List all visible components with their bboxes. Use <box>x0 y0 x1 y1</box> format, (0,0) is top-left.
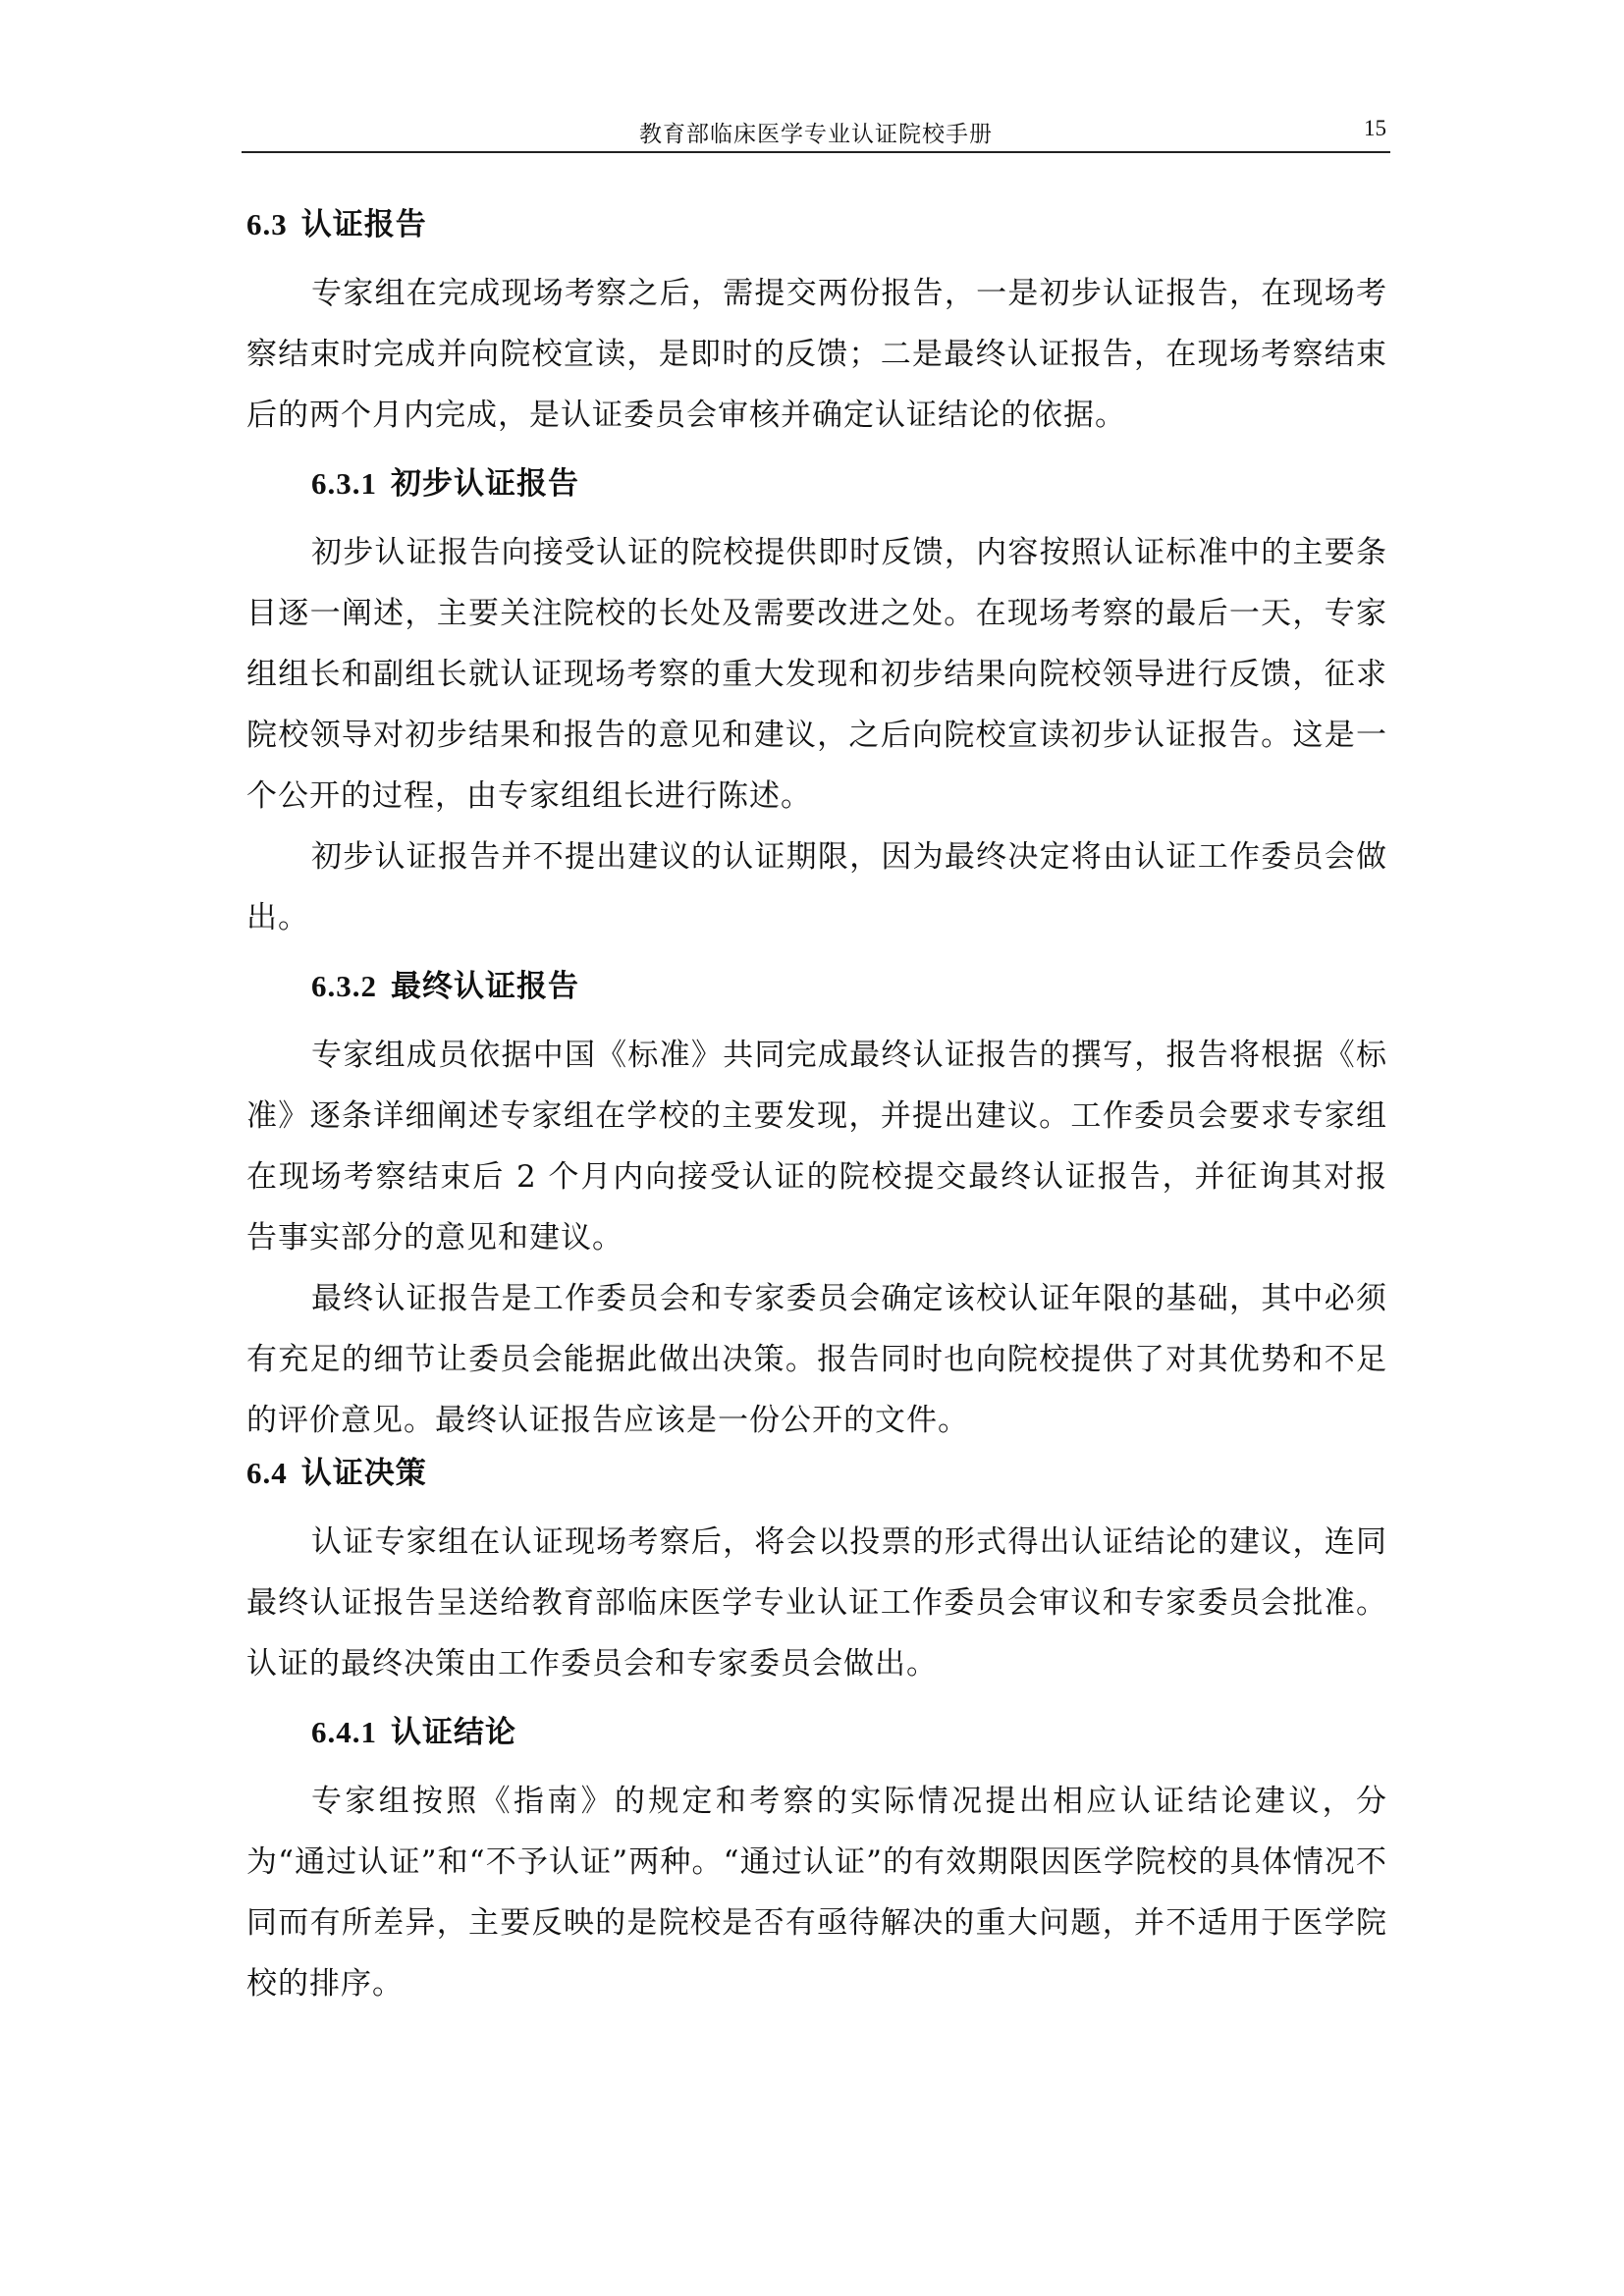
section-heading-6-4-1 <box>311 1710 1387 1755</box>
paragraph: 初步认证报告向接受认证的院校提供即时反馈，内容按照认证标准中的主要条目逐一阐述，主要关注院校的长处及需要改进之处。在现场考察的最后一天，专家组组长和副组长就认证现场考察的重大发现和初步结果向院校领导进行反馈，征求院校领导对初步结果和报告的意见和建议，之后向院校宣读初步认证报告。这是一个公开的过程，由专家组组长进行陈述。 <box>246 535 1387 814</box>
section-title: 认证报告 <box>300 207 427 242</box>
page-number: 15 <box>1364 116 1386 140</box>
paragraph: 最终认证报告是工作委员会和专家委员会确定该校认证年限的基础，其中必须有充足的细节让委员会能据此做出决策。报告同时也向院校提供了对其优势和不足的评价意见。最终认证报告应该是一份公开的文件。 <box>246 1281 1387 1438</box>
section-number: 6.4 <box>246 1456 288 1490</box>
section-heading-6-3-1 <box>311 461 1387 507</box>
section-title: 最终认证报告 <box>391 969 579 1004</box>
section-heading-6-3 <box>246 202 1387 247</box>
header-title: 教育部临床医学专业认证院校手册 <box>639 122 993 147</box>
section-number: 6.4.1 <box>311 1715 377 1749</box>
paragraph: 专家组在完成现场考察之后，需提交两份报告，一是初步认证报告，在现场考察结束时完成并向院校宣读，是即时的反馈；二是最终认证报告，在现场考察结束后的两个月内完成，是认证委员会审核并确定认证结论的依据。 <box>246 276 1387 433</box>
page-header <box>242 110 1390 153</box>
section-heading-6-3-2 <box>311 964 1387 1009</box>
paragraph: 认证专家组在认证现场考察后，将会以投票的形式得出认证结论的建议，连同最终认证报告呈送给教育部临床医学专业认证工作委员会审议和专家委员会批准。认证的最终决策由工作委员会和专家委员会做出。 <box>246 1524 1387 1682</box>
section-number: 6.3 <box>246 207 288 241</box>
section-number: 6.3.1 <box>311 466 377 501</box>
document-body <box>246 202 1387 2014</box>
section-heading-6-4 <box>246 1451 1387 1496</box>
paragraph: 初步认证报告并不提出建议的认证期限，因为最终决定将由认证工作委员会做出。 <box>246 839 1387 935</box>
section-title: 初步认证报告 <box>391 466 579 502</box>
section-number: 6.3.2 <box>311 969 377 1003</box>
paragraph: 专家组按照《指南》的规定和考察的实际情况提出相应认证结论建议，分为“通过认证”和“不予认证”两种。“通过认证”的有效期限因医学院校的具体情况不同而有所差异，主要反映的是院校是否有亟待解决的重大问题，并不适用于医学院校的排序。 <box>246 1784 1387 2002</box>
paragraph: 专家组成员依据中国《标准》共同完成最终认证报告的撰写，报告将根据《标准》逐条详细阐述专家组在学校的主要发现，并提出建议。工作委员会要求专家组在现场考察结束后 2 个月内向接受认证的院校提交最终认证报告，并征询其对报告事实部分的意见和建议。 <box>246 1038 1387 1255</box>
section-title: 认证结论 <box>391 1715 516 1750</box>
section-title: 认证决策 <box>300 1456 427 1491</box>
